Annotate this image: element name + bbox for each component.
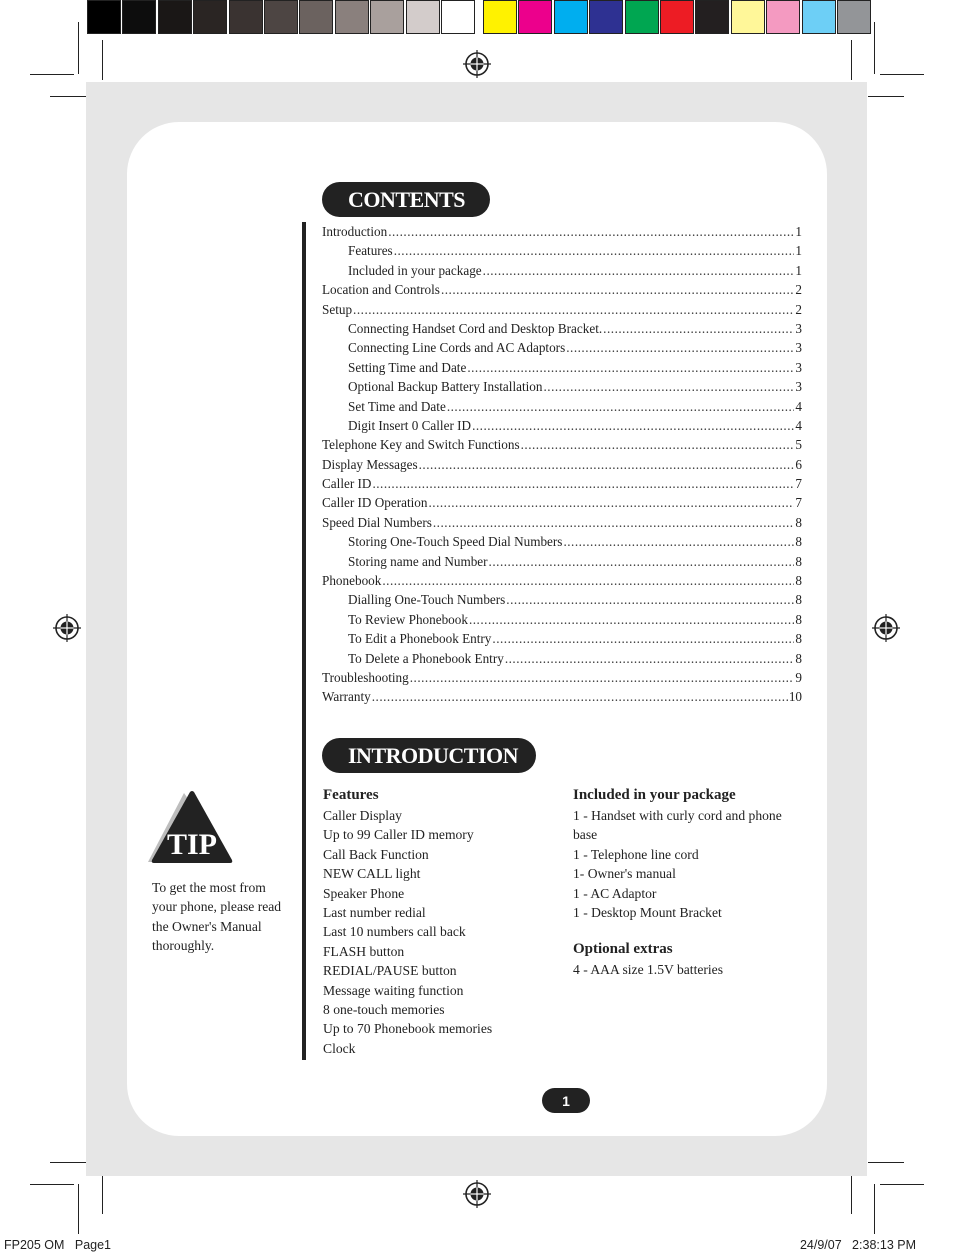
toc-entry[interactable] [322,300,802,319]
toc-entry[interactable] [322,261,802,280]
toc-entry-page: 4 [795,417,802,433]
toc-entry-page: 8 [795,611,802,627]
toc-entry-page: 3 [795,320,802,336]
toc-entry-label: Caller ID [322,476,372,492]
color-swatch [264,0,298,34]
crop-mark [50,1162,86,1163]
toc-entry-page: 8 [795,650,802,666]
footer-timestamp: 24/9/07 2:38:13 PM [799,1238,916,1252]
toc-entry[interactable] [322,649,802,668]
color-swatch [660,0,694,34]
toc-entry-label: Dialling One-Touch Numbers [348,592,506,608]
toc-entry-label: Connecting Handset Cord and Desktop Bracket. [348,320,603,336]
toc-entry-label: Telephone Key and Switch Functions [322,437,520,453]
color-swatch [299,0,333,34]
toc-entry-label: Optional Backup Battery Installation [348,379,543,395]
toc-entry[interactable] [322,319,802,338]
toc-entry[interactable] [322,668,802,687]
color-swatch [87,0,121,34]
crop-mark [78,1184,79,1234]
toc-entry[interactable] [322,513,802,532]
feature-item: Last 10 numbers call back [323,924,466,940]
toc-entry-label: To Delete a Phonebook Entry [348,650,504,666]
package-item: 1 - AC Adaptor [573,885,657,901]
toc-entry[interactable] [322,222,802,241]
toc-leader-dots [603,319,794,338]
toc-entry-page: 3 [795,359,802,375]
color-swatch [483,0,517,34]
package-title: Included in your package [573,787,736,803]
toc-entry-page: 2 [795,282,802,298]
toc-leader-dots [433,513,795,532]
table-of-contents [322,222,802,707]
toc-entry-page: 8 [795,573,802,589]
toc-entry-label: Warranty [322,689,371,705]
crop-mark [851,1176,852,1214]
toc-leader-dots [353,300,794,319]
process-color-bar [483,0,872,36]
toc-entry-page: 2 [795,301,802,317]
feature-item: Up to 99 Caller ID memory [323,827,474,843]
package-item: 1- Owner's manual [573,866,676,882]
toc-entry[interactable] [322,455,802,474]
extras-title: Optional extras [573,941,673,958]
toc-entry-page: 8 [795,514,802,530]
feature-item: Last number redial [323,905,426,921]
color-swatch [766,0,800,34]
toc-entry[interactable] [322,610,802,629]
feature-item: 8 one-touch memories [323,1002,445,1018]
contents-heading-text: CONTENTS [348,186,466,212]
toc-entry[interactable] [322,629,802,648]
toc-entry[interactable] [322,552,802,571]
features-list [323,806,492,1058]
color-swatch [589,0,623,34]
crop-mark [102,40,103,80]
toc-leader-dots [472,416,794,435]
toc-entry[interactable] [322,416,802,435]
toc-leader-dots [489,552,795,571]
color-swatch [193,0,227,34]
registration-mark-icon [463,1180,491,1208]
toc-entry-page: 1 [795,262,802,278]
extras-item: 4 - AAA size 1.5V batteries [573,962,724,978]
toc-entry-label: Display Messages [322,456,418,472]
features-section [323,784,492,1058]
grayscale-color-bar [87,0,476,36]
toc-entry[interactable] [322,397,802,416]
package-item: 1 - Desktop Mount Bracket [573,905,722,921]
feature-item: REDIAL/PAUSE button [323,963,457,979]
toc-entry[interactable] [322,435,802,454]
toc-entry[interactable] [322,532,802,551]
toc-entry-label: Storing One-Touch Speed Dial Numbers [348,534,563,550]
tip-text [152,878,292,956]
toc-entry-label: Included in your package [348,262,482,278]
toc-entry[interactable] [322,280,802,299]
toc-entry-page: 1 [795,223,802,239]
color-swatch [158,0,192,34]
toc-entry-label: Set Time and Date [348,398,446,414]
crop-mark [880,1184,924,1185]
feature-item: FLASH button [323,943,405,959]
toc-leader-dots [372,687,788,706]
contents-heading [322,182,490,217]
tip-warning-icon [144,790,236,866]
feature-item: Call Back Function [323,846,429,862]
toc-leader-dots [563,532,794,551]
toc-entry-page: 3 [795,340,802,356]
toc-entry[interactable] [322,571,802,590]
crop-mark [30,74,74,75]
toc-entry-label: Digit Insert 0 Caller ID [348,417,472,433]
feature-item: Clock [323,1040,356,1056]
package-list [573,806,782,922]
toc-entry-page: 5 [795,437,802,453]
feature-item: Caller Display [323,808,402,823]
toc-leader-dots [543,377,794,396]
tip-label: TIP [166,828,218,861]
toc-entry-label: Speed Dial Numbers [322,514,432,530]
toc-leader-dots [469,610,794,629]
tip-line: the Owner's Manual [152,918,262,934]
toc-entry[interactable] [322,687,802,706]
toc-leader-dots [467,358,794,377]
toc-entry-page: 4 [795,398,802,414]
toc-entry-page: 7 [795,476,802,492]
color-swatch [802,0,836,34]
registration-mark-icon [53,614,81,642]
crop-mark [50,96,86,97]
toc-entry-label: Location and Controls [322,282,440,298]
page-number [542,1088,590,1113]
toc-entry-page: 8 [795,592,802,608]
toc-leader-dots [394,241,795,260]
crop-mark [874,1184,875,1234]
package-section [573,784,782,980]
toc-leader-dots [428,493,794,512]
features-title: Features [323,787,379,803]
toc-leader-dots [388,222,794,241]
footer-file-info: FP205 OM Page1 [4,1238,112,1252]
color-swatch [335,0,369,34]
toc-leader-dots [506,590,794,609]
color-swatch [441,0,475,34]
toc-leader-dots [566,338,794,357]
toc-leader-dots [441,280,794,299]
color-swatch [554,0,588,34]
toc-entry-label: Connecting Line Cords and AC Adaptors [348,340,566,356]
introduction-heading [322,738,536,773]
toc-leader-dots [505,649,795,668]
extras-list [573,960,782,979]
crop-mark [868,96,904,97]
toc-entry-label: Setting Time and Date [348,359,467,375]
registration-mark-icon [463,50,491,78]
feature-item: Speaker Phone [323,885,405,901]
crop-mark [78,22,79,74]
toc-entry-page: 3 [795,379,802,395]
toc-entry-label: Setup [322,301,353,317]
toc-leader-dots [521,435,795,454]
crop-mark [30,1184,74,1185]
toc-leader-dots [419,455,795,474]
color-swatch [731,0,765,34]
tip-line: your phone, please read [152,899,282,915]
package-item: 1 - Handset with curly cord and phone [573,808,782,823]
toc-entry[interactable] [322,590,802,609]
color-swatch [406,0,440,34]
toc-leader-dots [382,571,794,590]
toc-entry-label: To Edit a Phonebook Entry [348,631,492,647]
package-item: base [573,827,598,843]
color-swatch [518,0,552,34]
column-divider [302,222,306,1060]
toc-entry-label: Features [348,243,393,259]
toc-entry-page: 9 [795,669,802,685]
crop-mark [874,22,875,74]
toc-entry-page: 10 [788,689,802,705]
toc-leader-dots [492,629,794,648]
toc-entry-label: Troubleshooting [322,669,409,685]
toc-entry[interactable] [322,358,802,377]
toc-leader-dots [372,474,794,493]
color-swatch [837,0,871,34]
toc-entry-label: Storing name and Number [348,553,488,569]
toc-entry-page: 8 [795,534,802,550]
toc-entry-page: 6 [795,456,802,472]
toc-leader-dots [483,261,795,280]
crop-mark [102,1176,103,1214]
introduction-heading-text: INTRODUCTION [348,742,519,768]
toc-entry[interactable] [322,338,802,357]
page-number-text: 1 [562,1092,570,1109]
toc-entry-label: To Review Phonebook [348,611,468,627]
feature-item: NEW CALL light [323,866,421,882]
color-swatch [229,0,263,34]
tip-line: thoroughly. [152,938,215,954]
toc-entry[interactable] [322,241,802,260]
crop-mark [851,40,852,80]
toc-entry-page: 8 [795,553,802,569]
toc-entry-label: Phonebook [322,573,382,589]
toc-entry[interactable] [322,474,802,493]
toc-leader-dots [447,397,795,416]
toc-entry-page: 1 [795,243,802,259]
toc-entry-label: Caller ID Operation [322,495,428,511]
color-swatch [370,0,404,34]
color-swatch [695,0,729,34]
crop-mark [880,74,924,75]
feature-item: Message waiting function [323,982,464,998]
feature-item: Up to 70 Phonebook memories [323,1021,493,1037]
toc-entry-page: 7 [795,495,802,511]
toc-leader-dots [410,668,795,687]
tip-line: To get the most from [152,880,266,895]
registration-mark-icon [872,614,900,642]
package-item: 1 - Telephone line cord [573,846,699,862]
toc-entry[interactable] [322,493,802,512]
color-swatch [122,0,156,34]
crop-mark [868,1162,904,1163]
color-swatch [625,0,659,34]
toc-entry-page: 8 [795,631,802,647]
toc-entry-label: Introduction [322,223,388,239]
toc-entry[interactable] [322,377,802,396]
